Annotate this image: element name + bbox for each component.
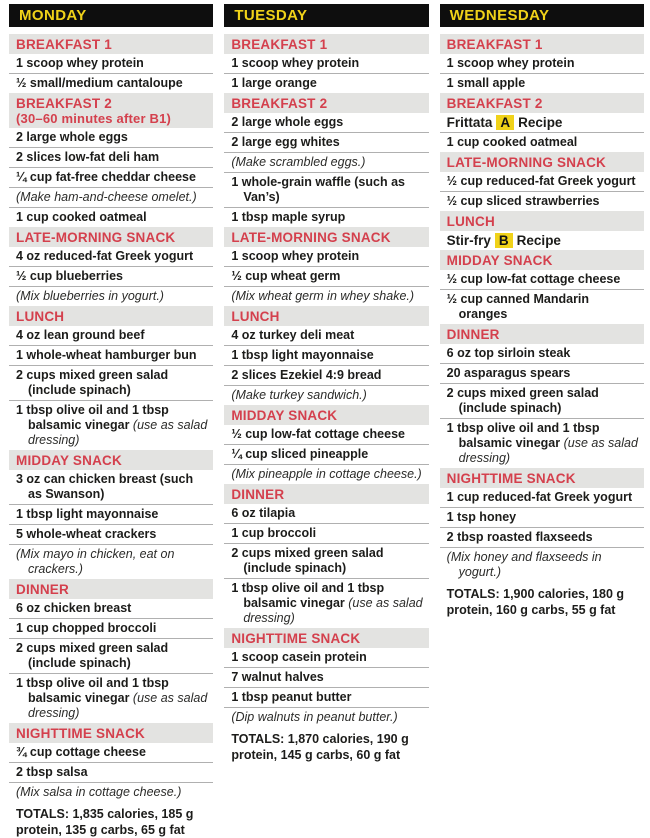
section-items <box>224 113 428 227</box>
meal-item: 20 asparagus spears <box>440 363 644 383</box>
meal-note: (Mix salsa in cottage cheese.) <box>9 782 213 802</box>
section-title: MIDDAY SNACK <box>16 452 122 468</box>
section-title: LATE-MORNING SNACK <box>446 154 606 170</box>
meal-item: 1 tbsp peanut butter <box>224 687 428 707</box>
meal-item: 1 tbsp maple syrup <box>224 207 428 227</box>
section-title: DINNER <box>231 486 285 502</box>
meal-item: 1 tbsp light mayonnaise <box>9 504 213 524</box>
meal-item: 1 whole-wheat hamburger bun <box>9 345 213 365</box>
section-header <box>224 227 428 247</box>
section-breakfast-2 <box>224 93 428 227</box>
meal-item: 1 large orange <box>224 73 428 93</box>
section-header <box>224 484 428 504</box>
section-items <box>9 599 213 723</box>
meal-item: 1 cup cooked oatmeal <box>9 207 213 227</box>
meal-item: 1 cup broccoli <box>224 523 428 543</box>
meal-item: 4 oz turkey deli meat <box>231 328 355 342</box>
section-late-morning-snack <box>440 152 644 211</box>
meal-item: 2 slices low-fat deli ham <box>9 147 213 167</box>
section-items <box>440 344 644 468</box>
section-items <box>224 648 428 727</box>
section-header <box>440 324 644 344</box>
column-wednesday <box>440 4 644 838</box>
section-header <box>224 93 428 113</box>
meal-item: 2 cups mixed green salad (include spinach) <box>224 543 428 578</box>
section-title: LUNCH <box>231 308 280 324</box>
meal-item: 1 tsp honey <box>440 507 644 527</box>
section-title: NIGHTTIME SNACK <box>16 725 145 741</box>
section-dinner <box>440 324 644 468</box>
meal-item: 1 scoop whey protein <box>231 56 360 70</box>
meal-item: ¼ cup fat-free cheddar cheese <box>9 167 213 187</box>
meal-item: 1 tbsp light mayonnaise <box>224 345 428 365</box>
section-title: BREAKFAST 2 <box>16 95 112 111</box>
section-header <box>9 306 213 326</box>
meal-item: 1 cup reduced-fat Greek yogurt <box>446 490 633 504</box>
meal-item: 1 tbsp olive oil and 1 tbsp balsamic vinegar (use as salad dressing) <box>224 578 428 628</box>
meal-note: (Mix wheat germ in whey shake.) <box>224 286 428 306</box>
section-lunch <box>224 306 428 405</box>
meal-note: (Mix mayo in chicken, eat on crackers.) <box>9 544 213 579</box>
meal-item: 1 tbsp olive oil and 1 tbsp balsamic vinegar (use as salad dressing) <box>440 418 644 468</box>
meal-item: 1 cup cooked oatmeal <box>440 132 644 152</box>
meal-note: (Make scrambled eggs.) <box>224 152 428 172</box>
section-breakfast-2 <box>440 93 644 152</box>
meal-item: ¼ cup sliced pineapple <box>224 444 428 464</box>
section-title: BREAKFAST 2 <box>446 95 543 111</box>
section-items <box>9 54 213 93</box>
section-header <box>9 450 213 470</box>
meal-item: 6 oz tilapia <box>231 506 296 520</box>
section-items <box>440 54 644 93</box>
section-title: NIGHTTIME SNACK <box>231 630 361 646</box>
meal-item: 1 whole-grain waffle (such as Van’s) <box>224 172 428 207</box>
meal-item: ½ cup sliced strawberries <box>440 191 644 211</box>
meal-note: (Mix blueberries in yogurt.) <box>9 286 213 306</box>
meal-item: 6 oz chicken breast <box>16 601 132 615</box>
section-subtitle: (30–60 minutes after B1) <box>16 110 172 126</box>
meal-note: (Mix honey and flaxseeds in yogurt.) <box>440 547 644 582</box>
meal-item: 2 tbsp salsa <box>9 762 213 782</box>
section-breakfast-1 <box>440 34 644 93</box>
section-header <box>224 628 428 648</box>
meal-item: 1 scoop whey protein <box>16 56 144 70</box>
meal-item: 1 small apple <box>440 73 644 93</box>
meal-item: ½ cup wheat germ <box>224 266 428 286</box>
section-title: MIDDAY SNACK <box>446 252 553 268</box>
section-items <box>9 247 213 306</box>
section-header <box>440 34 644 54</box>
section-breakfast-1 <box>224 34 428 93</box>
section-midday-snack <box>224 405 428 484</box>
meal-item: 2 cups mixed green salad (include spinach) <box>9 365 213 400</box>
recipe-item-stir-fry: Stir-fry B Recipe <box>446 233 561 248</box>
section-title: LUNCH <box>446 213 495 229</box>
section-midday-snack <box>440 250 644 324</box>
section-header <box>9 723 213 743</box>
recipe-badge-a: A <box>496 115 514 130</box>
meal-item: 1 tbsp olive oil and 1 tbsp balsamic vinegar (use as salad dressing) <box>9 400 213 450</box>
section-title: DINNER <box>446 326 500 342</box>
section-dinner <box>9 579 213 723</box>
section-header <box>440 468 644 488</box>
meal-item: 6 oz top sirloin steak <box>446 346 571 360</box>
section-items <box>224 247 428 306</box>
section-title: LATE-MORNING SNACK <box>16 229 176 245</box>
day-header-monday: MONDAY <box>9 4 213 27</box>
section-header <box>440 152 644 172</box>
meal-item: 2 large egg whites <box>224 132 428 152</box>
section-items <box>440 231 644 250</box>
section-items <box>440 270 644 324</box>
meal-item: ½ cup low-fat cottage cheese <box>446 272 621 286</box>
section-items <box>9 743 213 802</box>
daily-totals: TOTALS: 1,835 calories, 185 g protein, 135 g carbs, 65 g fat <box>16 807 194 837</box>
section-header <box>9 227 213 247</box>
section-items <box>9 128 213 227</box>
meal-note: (Make turkey sandwich.) <box>224 385 428 405</box>
recipe-item-frittata: Frittata A Recipe <box>446 115 563 130</box>
meal-item: 5 whole-wheat crackers <box>9 524 213 544</box>
section-header <box>224 34 428 54</box>
section-header <box>440 211 644 231</box>
section-dinner <box>224 484 428 628</box>
daily-totals: TOTALS: 1,870 calories, 190 g protein, 145 g carbs, 60 g fat <box>231 732 409 762</box>
column-monday <box>9 4 213 838</box>
meal-item: 2 large whole eggs <box>231 115 344 129</box>
section-late-morning-snack <box>9 227 213 306</box>
section-items <box>9 326 213 450</box>
meal-item: ¾ cup cottage cheese <box>16 745 146 759</box>
section-header <box>440 250 644 270</box>
section-nighttime-snack <box>9 723 213 802</box>
column-tuesday <box>224 4 428 838</box>
meal-item: 4 oz reduced-fat Greek yogurt <box>16 249 194 263</box>
section-title: BREAKFAST 2 <box>231 95 328 111</box>
section-title: LUNCH <box>16 308 65 324</box>
section-midday-snack <box>9 450 213 579</box>
section-title: BREAKFAST 1 <box>446 36 543 52</box>
section-items <box>224 326 428 405</box>
section-title: DINNER <box>16 581 69 597</box>
day-header-tuesday: TUESDAY <box>224 4 428 27</box>
section-header <box>9 34 213 54</box>
section-breakfast-1 <box>9 34 213 93</box>
meal-item: 2 tbsp roasted flaxseeds <box>440 527 644 547</box>
meal-item: 1 cup chopped broccoli <box>9 618 213 638</box>
recipe-badge-b: B <box>495 233 513 248</box>
meal-item: 2 cups mixed green salad (include spinach) <box>440 383 644 418</box>
section-items <box>224 504 428 628</box>
meal-note: (Mix pineapple in cottage cheese.) <box>224 464 428 484</box>
section-items <box>440 113 644 152</box>
meal-item: ½ cup canned Mandarin oranges <box>440 289 644 324</box>
section-title: BREAKFAST 1 <box>16 36 112 52</box>
meal-item: ½ cup blueberries <box>9 266 213 286</box>
section-items <box>440 488 644 582</box>
meal-note: (Dip walnuts in peanut butter.) <box>224 707 428 727</box>
daily-totals: TOTALS: 1,900 calories, 180 g protein, 160 g carbs, 55 g fat <box>446 587 625 617</box>
meal-item: 1 scoop whey protein <box>446 56 575 70</box>
meal-item: ½ small/medium cantaloupe <box>9 73 213 93</box>
section-title: BREAKFAST 1 <box>231 36 328 52</box>
meal-item: 7 walnut halves <box>224 667 428 687</box>
section-lunch <box>9 306 213 450</box>
section-header <box>224 405 428 425</box>
meal-item: 1 scoop whey protein <box>231 249 360 263</box>
section-breakfast-2 <box>9 93 213 227</box>
section-items <box>224 54 428 93</box>
meal-item: ½ cup reduced-fat Greek yogurt <box>446 174 636 188</box>
meal-note: (Make ham-and-cheese omelet.) <box>9 187 213 207</box>
meal-item: 2 large whole eggs <box>16 130 128 144</box>
day-header-wednesday: WEDNESDAY <box>440 4 644 27</box>
meal-item: 4 oz lean ground beef <box>16 328 145 342</box>
section-header <box>9 93 213 128</box>
section-header <box>224 306 428 326</box>
section-header <box>9 579 213 599</box>
section-title: MIDDAY SNACK <box>231 407 338 423</box>
section-nighttime-snack <box>224 628 428 727</box>
meal-item: 2 slices Ezekiel 4:9 bread <box>224 365 428 385</box>
meal-item: 2 cups mixed green salad (include spinach) <box>9 638 213 673</box>
section-items <box>440 172 644 211</box>
section-nighttime-snack <box>440 468 644 582</box>
section-title: NIGHTTIME SNACK <box>446 470 576 486</box>
section-late-morning-snack <box>224 227 428 306</box>
section-items <box>9 470 213 579</box>
section-lunch <box>440 211 644 250</box>
meal-item: ½ cup low-fat cottage cheese <box>231 427 405 441</box>
section-title: LATE-MORNING SNACK <box>231 229 391 245</box>
meal-item: 1 scoop casein protein <box>231 650 367 664</box>
section-header <box>440 93 644 113</box>
section-items <box>224 425 428 484</box>
meal-item: 3 oz can chicken breast (such as Swanson) <box>16 472 194 501</box>
meal-item: 1 tbsp olive oil and 1 tbsp balsamic vinegar (use as salad dressing) <box>9 673 213 723</box>
